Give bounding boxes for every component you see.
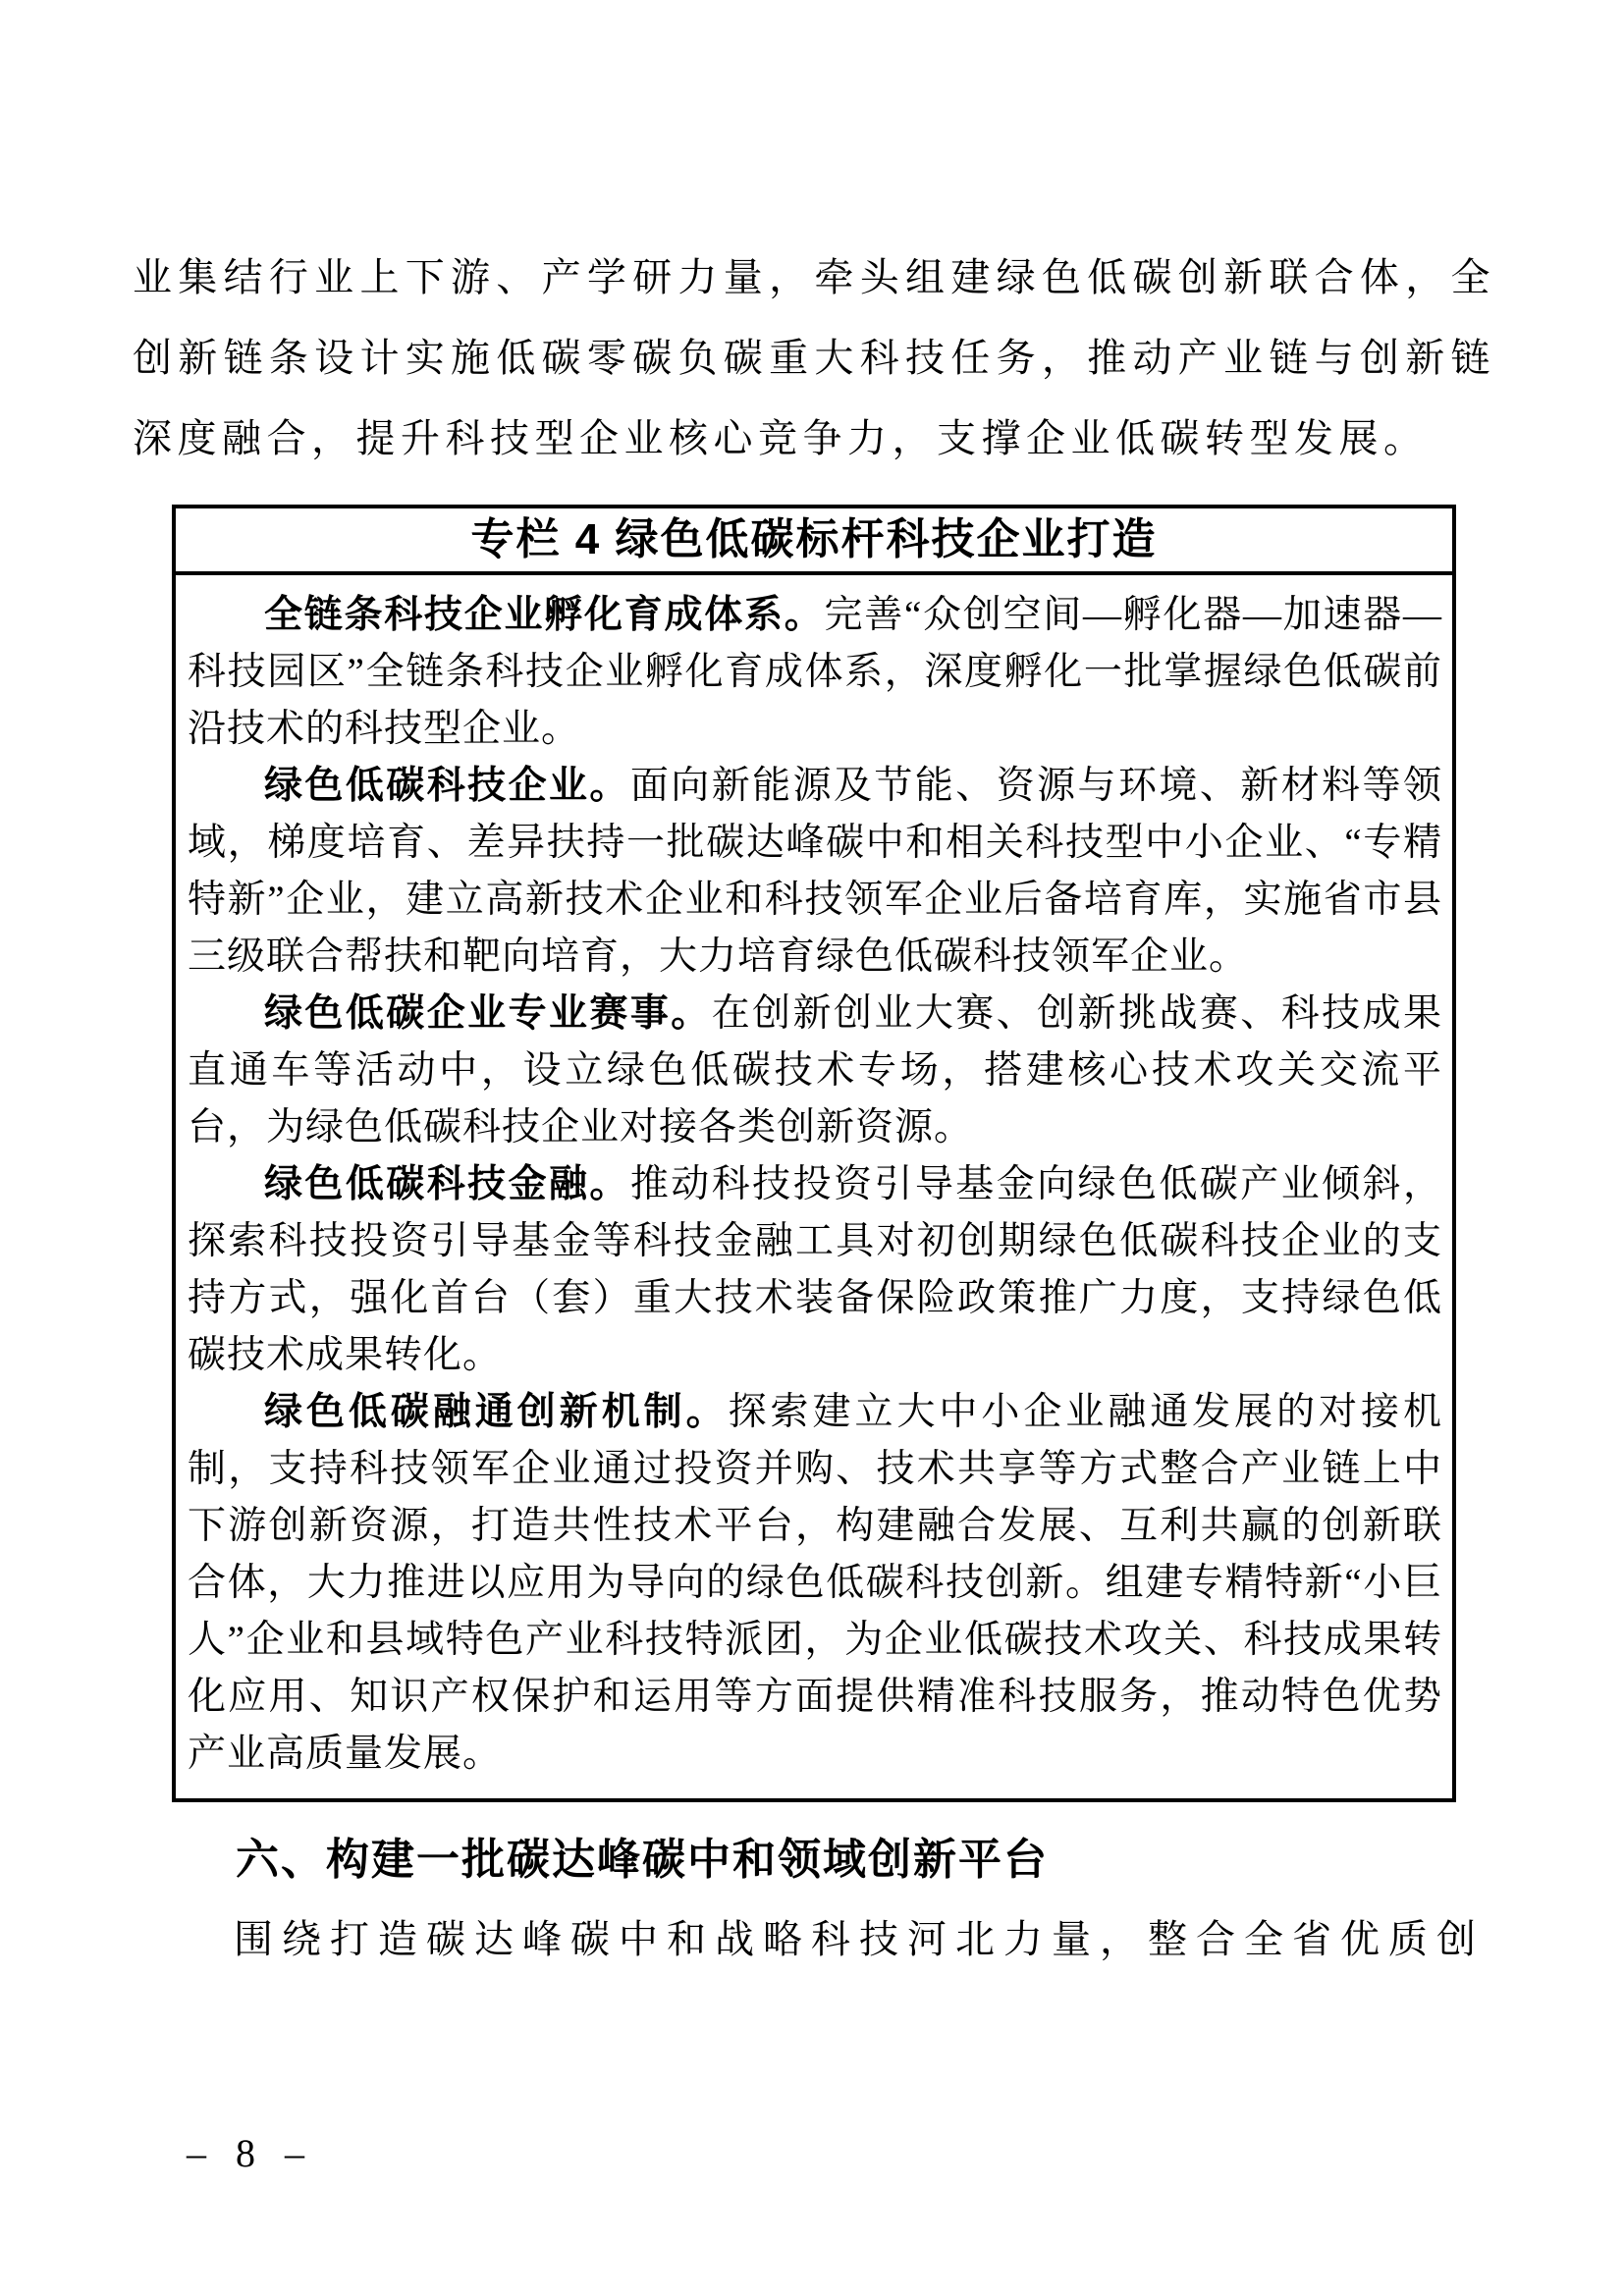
box-paragraph-text: 完善“众创空间—孵化器—加速器—科技园区”全链条科技企业孵化育成体系，深度孵化一批掌握绿色低碳前沿技术的科技型企业。 xyxy=(188,594,1442,750)
box-paragraph-lead: 绿色低碳企业专业赛事。 xyxy=(264,992,712,1035)
box-paragraph xyxy=(188,986,1442,1156)
box-paragraph-text: 推动科技投资引导基金向绿色低碳产业倾斜，探索科技投资引导基金等科技金融工具对初创期绿色低碳科技企业的支持方式，强化首台（套）重大技术装备保险政策推广力度，支持绿色低碳技术成果转化。 xyxy=(188,1163,1442,1376)
box-paragraph xyxy=(188,1384,1442,1783)
section-heading: 六、构建一批碳达峰碳中和领域创新平台 xyxy=(236,1836,1049,1884)
box-paragraph-text: 探索建立大中小企业融通发展的对接机制，支持科技领军企业通过投资并购、技术共享等方式整合产业链上中下游创新资源，打造共性技术平台，构建融合发展、互利共赢的创新联合体，大力推进以应用为导向的绿色低碳科技创新。组建专精特新“小巨人”企业和县域特色产业科技特派团，为企业低碳技术攻关、科技成果转化应用、知识产权保护和运用等方面提供精准科技服务，推动特色优势产业高质量发展。 xyxy=(188,1391,1442,1775)
box-paragraph-text: 在创新创业大赛、创新挑战赛、科技成果直通车等活动中，设立绿色低碳技术专场，搭建核心技术攻关交流平台，为绿色低碳科技企业对接各类创新资源。 xyxy=(188,992,1442,1148)
box-paragraph xyxy=(188,758,1442,986)
callout-box xyxy=(172,505,1456,1802)
opening-paragraph: 业集结行业上下游、产学研力量，牵头组建绿色低碳创新联合体，全创新链条设计实施低碳零碳负碳重大科技任务，推动产业链与创新链深度融合，提升科技型企业核心竞争力，支撑企业低碳转型发展。 xyxy=(133,255,1495,460)
page-number: – 8 – xyxy=(187,2131,314,2175)
box-paragraph-lead: 绿色低碳科技金融。 xyxy=(264,1163,630,1205)
callout-box-body xyxy=(176,575,1452,1798)
section-paragraph: 围绕打造碳达峰碳中和战略科技河北力量，整合全省优质创 xyxy=(234,1917,1485,1961)
box-paragraph xyxy=(188,587,1442,758)
box-paragraph-text: 面向新能源及节能、资源与环境、新材料等领域，梯度培育、差异扶持一批碳达峰碳中和相关科技型中小企业、“专精特新”企业，建立高新技术企业和科技领军企业后备培育库，实施省市县三级联合帮扶和靶向培育，大力培育绿色低碳科技领军企业。 xyxy=(188,765,1442,978)
callout-box-title: 专栏 4 绿色低碳标杆科技企业打造 xyxy=(176,508,1452,575)
box-paragraph xyxy=(188,1156,1442,1384)
box-paragraph-lead: 绿色低碳融通创新机制。 xyxy=(264,1391,729,1433)
box-paragraph-lead: 全链条科技企业孵化育成体系。 xyxy=(264,594,825,636)
box-paragraph-lead: 绿色低碳科技企业。 xyxy=(264,765,630,807)
